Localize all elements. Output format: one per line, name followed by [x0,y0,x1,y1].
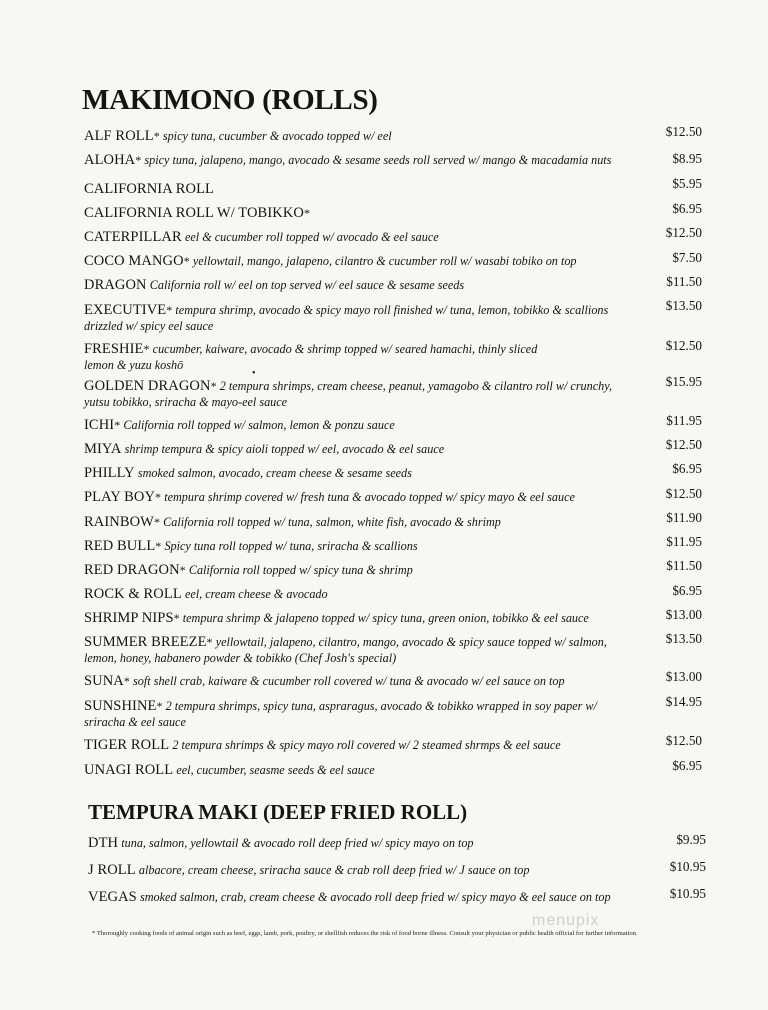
menu-item [88,835,648,851]
item-price: $12.50 [665,733,702,748]
item-price: $11.50 [666,274,702,289]
item-name: CALIFORNIA ROLL [84,181,214,197]
menu-item [84,277,644,293]
menu-item [84,341,539,373]
item-price: $13.00 [665,607,702,622]
item-desc: cucumber, kaiware, avocado & shrimp topped w/ seared hamachi, thinly sliced lemon & yuzu koshō [84,342,538,372]
item-name: COCO MANGO [84,253,184,269]
menu-item [84,634,624,666]
item-star: * [114,418,121,432]
menu-item [88,862,648,878]
item-name: SUMMER BREEZE [84,634,207,650]
item-desc: yellowtail, jalapeno, cilantro, mango, avocado & spicy sauce topped w/ salmon, lemon, honey, habanero powder & tobikko (Chef Josh's special) [84,635,607,665]
item-name: RAINBOW [84,514,154,530]
menu-item [84,538,644,554]
item-name: DRAGON [84,277,147,293]
item-desc: eel, cucumber, seasme seeds & eel sauce [176,763,375,777]
watermark: menupix [532,912,600,929]
item-price: $11.95 [666,534,702,549]
decorative-dot: • [252,368,256,379]
item-price: $5.95 [672,176,702,191]
item-price: $12.50 [665,338,702,353]
item-name: J ROLL [88,862,136,878]
item-price: $6.95 [672,201,702,216]
item-price: $12.50 [665,486,702,501]
item-star: * [153,515,160,529]
item-star: * [179,563,186,577]
item-desc: California roll topped w/ salmon, lemon & ponzu sauce [123,418,395,432]
menu-item [84,181,644,197]
item-name: RED DRAGON [84,562,180,578]
item-star: * [183,254,190,268]
item-price: $11.90 [666,510,702,525]
item-desc: 2 tempura shrimps & spicy mayo roll covered w/ 2 steamed shrmps & eel sauce [172,738,561,752]
item-price: $13.00 [665,669,702,684]
section-title-tempura: TEMPURA MAKI (DEEP FRIED ROLL) [88,800,468,824]
item-desc: 2 tempura shrimps, cream cheese, peanut, yamagobo & cilantro roll w/ crunchy, yutsu tobikko, sriracha & mayo-eel sauce [84,379,613,409]
item-name: PLAY BOY [84,489,156,505]
item-desc: eel & cucumber roll topped w/ avocado & eel sauce [184,230,439,244]
item-desc: tempura shrimp, avocado & spicy mayo roll finished w/ tuna, lemon, tobikko & scallions drizzled w/ spicy eel sauce [84,303,609,333]
item-star: * [135,153,142,167]
item-desc: smoked salmon, crab, cream cheese & avocado roll deep fried w/ spicy mayo & eel sauce on top [140,890,611,904]
item-desc: shrimp tempura & spicy aioli topped w/ eel, avocado & eel sauce [124,442,445,456]
item-price: $14.95 [665,694,702,709]
item-star: * [155,490,162,504]
item-name: GOLDEN DRAGON [84,378,211,394]
item-price: $13.50 [665,631,702,646]
item-name: FRESHIE [84,341,144,357]
item-name: ALF ROLL [84,128,154,144]
menu-item [84,441,644,457]
item-price: $11.50 [666,558,702,573]
menu-item [84,417,644,433]
footnote: * Thoroughly cooking foods of animal origin such as beef, eggs, lamb, pork, poultry, or shellfish reduces the risk of food borne illness. Consult your physician or public health official for further information. [92,930,638,937]
item-price: $15.95 [665,374,702,389]
menu-item [84,673,654,689]
menu-item [84,152,664,168]
item-price: $6.95 [672,583,702,598]
item-star: * [155,539,162,553]
item-desc: smoked salmon, avocado, cream cheese & sesame seeds [137,466,412,480]
item-price: $7.50 [672,250,702,265]
menu-item [84,698,604,730]
item-name: VEGAS [88,889,137,905]
menu-item [84,514,644,530]
menu-item [84,253,644,269]
item-name: TIGER ROLL [84,737,170,753]
item-price: $9.95 [676,832,706,847]
menu-item [84,465,644,481]
item-name: MIYA [84,441,122,457]
item-name: SUNA [84,673,124,689]
item-desc: California roll w/ eel on top served w/ eel sauce & sesame seeds [149,278,465,292]
item-desc: tempura shrimp covered w/ fresh tuna & avocado topped w/ spicy mayo & eel sauce [164,490,575,504]
item-desc: Spicy tuna roll topped w/ tuna, sriracha & scallions [164,539,418,553]
item-star: * [173,611,180,625]
item-name: ALOHA [84,152,136,168]
menu-item [84,205,644,221]
item-desc: yellowtail, mango, jalapeno, cilantro & cucumber roll w/ wasabi tobiko on top [192,254,577,268]
item-name: CATERPILLAR [84,229,182,245]
item-desc: albacore, cream cheese, sriracha sauce & crab roll deep fried w/ J sauce on top [138,863,530,877]
menu-item [84,378,634,410]
item-name: EXECUTIVE [84,302,167,318]
item-desc: California roll topped w/ spicy tuna & shrimp [188,563,413,577]
section-title-makimono: MAKIMONO (ROLLS) [82,84,378,116]
item-star: * [303,206,310,220]
item-star: * [206,635,213,649]
item-price: $10.95 [669,859,706,874]
menu-item [84,762,644,778]
menu-item [84,302,634,334]
item-price: $8.95 [672,151,702,166]
item-price: $6.95 [672,461,702,476]
item-name: UNAGI ROLL [84,762,174,778]
item-name: ROCK & ROLL [84,586,182,602]
menu-item [84,562,644,578]
item-star: * [143,342,150,356]
item-desc: eel, cream cheese & avocado [184,587,328,601]
item-name: SUNSHINE [84,698,157,714]
item-name: DTH [88,835,119,851]
menu-item [84,128,644,144]
item-star: * [156,699,163,713]
menu-item [84,489,644,505]
menu-item [88,889,648,905]
item-name: RED BULL [84,538,156,554]
menu-item [84,229,644,245]
item-desc: tuna, salmon, yellowtail & avocado roll deep fried w/ spicy mayo on top [121,836,474,850]
item-star: * [153,129,160,143]
item-name: SHRIMP NIPS [84,610,174,626]
item-price: $10.95 [669,886,706,901]
item-star: * [123,674,130,688]
menu-item [84,610,659,626]
item-star: * [210,379,217,393]
item-desc: 2 tempura shrimps, spicy tuna, aspraragus, avocado & tobikko wrapped in soy paper w/ sriracha & eel sauce [84,699,597,729]
item-desc: tempura shrimp & jalapeno topped w/ spicy tuna, green onion, tobikko & eel sauce [182,611,589,625]
item-price: $13.50 [665,298,702,313]
item-star: * [166,303,173,317]
item-price: $12.50 [665,124,702,139]
item-name: ICHI [84,417,115,433]
item-name: CALIFORNIA ROLL W/ TOBIKKO [84,205,304,221]
item-desc: spicy tuna, jalapeno, mango, avocado & sesame seeds roll served w/ mango & macadamia nuts [144,153,612,167]
item-desc: California roll topped w/ tuna, salmon, white fish, avocado & shrimp [163,515,501,529]
item-price: $12.50 [665,437,702,452]
menu-item [84,737,644,753]
item-price: $11.95 [666,413,702,428]
item-name: PHILLY [84,465,135,481]
item-desc: soft shell crab, kaiware & cucumber roll covered w/ tuna & avocado w/ eel sauce on top [133,674,565,688]
item-price: $6.95 [672,758,702,773]
item-desc: spicy tuna, cucumber & avocado topped w/ eel [162,129,392,143]
item-price: $12.50 [665,225,702,240]
menu-item [84,586,644,602]
